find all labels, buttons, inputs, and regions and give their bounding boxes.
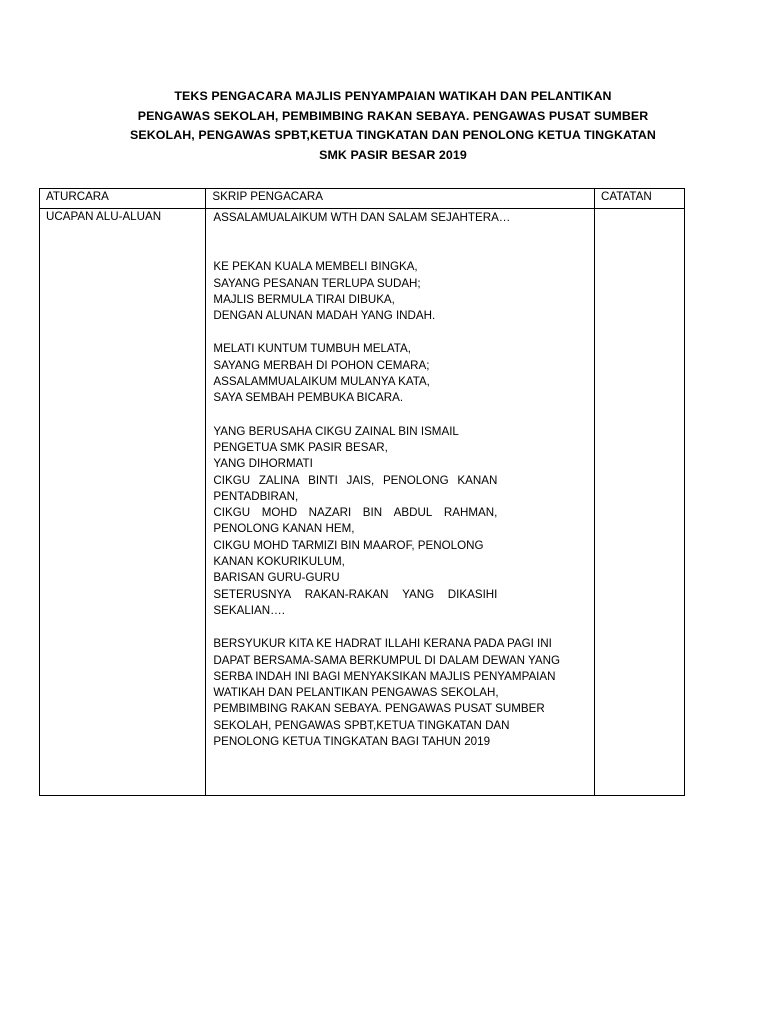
salutation-line-10: BARISAN GURU-GURU [213,571,340,585]
table-row [40,209,685,796]
greeting-line: ASSALAMUALAIKUM WTH DAN SALAM SEJAHTERA… [213,211,511,224]
cell-skrip-pengacara [206,209,595,796]
salutation-line-9: KANAN KOKURIKULUM, [213,555,345,569]
page-title [40,87,746,165]
pantun-2-line-1: MELATI KUNTUM TUMBUH MELATA, [213,342,411,356]
closing-line-2: DAPAT BERSAMA-SAMA BERKUMPUL DI DALAM DEWAN YANG [213,653,560,667]
salutation-line-11 [213,587,497,603]
salutation-line-8: CIKGU MOHD TARMIZI BIN MAAROF, PENOLONG [213,538,484,552]
pantun-1-line-1: KE PEKAN KUALA MEMBELI BINGKA, [213,260,418,274]
word: JAIS, [346,473,375,487]
pantun-2-line-3: ASSALAMMUALAIKUM MULANYA KATA, [213,375,430,389]
header-catatan: CATATAN [595,189,685,209]
salutation-line-7: PENOLONG KANAN HEM, [213,522,355,536]
word: ABDUL [393,506,433,520]
title-line-4: SMK PASIR BESAR 2019 [319,147,467,162]
salutation-line-1: YANG BERUSAHA CIKGU ZAINAL BIN ISMAIL [213,424,459,438]
word: CIKGU [213,473,251,487]
closing-line-3: SERBA INDAH INI BAGI MENYAKSIKAN MAJLIS PENYAMPAIAN [213,669,556,683]
word: PENOLONG [382,473,449,487]
pantun-1 [213,259,594,324]
word: MOHD [261,506,298,520]
salutation-line-5: PENTADBIRAN, [213,489,299,503]
pantun-1-line-2: SAYANG PESANAN TERLUPA SUDAH; [213,276,421,290]
pantun-2-line-4: SAYA SEMBAH PEMBUKA BICARA. [213,391,404,405]
salutation-line-4 [213,473,497,489]
salutation-line-6 [213,505,497,521]
title-line-3: SEKOLAH, PENGAWAS SPBT,KETUA TINGKATAN DAN PENOLONG KETUA TINGKATAN [130,128,656,142]
header-aturcara: ATURCARA [40,189,206,209]
closing-line-4: WATIKAH DAN PELANTIKAN PENGAWAS SEKOLAH, [213,686,499,700]
word: SETERUSNYA [213,587,292,601]
word: BINTI [308,473,338,487]
word: RAHMAN, [443,506,498,520]
closing-line-1: BERSYUKUR KITA KE HADRAT ILLAHI KERANA PADA PAGI INI [213,637,552,651]
pantun-2-line-2: SAYANG MERBAH DI POHON CEMARA; [213,358,430,372]
closing-line-6: SEKOLAH, PENGAWAS SPBT,KETUA TINGKATAN DAN [213,718,510,732]
header-skrip-pengacara: SKRIP PENGACARA [206,189,595,209]
pantun-1-line-3: MAJLIS BERMULA TIRAI DIBUKA, [213,292,395,306]
closing-line-5: PEMBIMBING RAKAN SEBAYA. PENGAWAS PUSAT SUMBER [213,702,545,716]
salutation [213,424,594,620]
pantun-1-line-4: DENGAN ALUNAN MADAH YANG INDAH. [213,309,436,323]
pantun-2 [213,341,594,406]
word: KANAN [457,473,498,487]
title-line-1: TEKS PENGACARA MAJLIS PENYAMPAIAN WATIKAH DAN PELANTIKAN [174,89,612,103]
salutation-line-12: SEKALIAN…. [213,603,285,617]
title-line-2: PENGAWAS SEKOLAH, PEMBIMBING RAKAN SEBAYA. PENGAWAS PUSAT SUMBER [137,108,649,123]
cell-aturcara: UCAPAN ALU-ALUAN [40,209,206,796]
word: YANG [402,587,435,601]
table-header-row [40,189,685,209]
salutation-line-2: PENGETUA SMK PASIR BESAR, [213,440,388,454]
word: NAZARI [308,506,352,520]
word: BIN [362,506,383,520]
word: DIKASIHI [447,587,498,601]
word: RAKAN-RAKAN [304,587,389,601]
script-text [212,209,594,750]
closing-paragraph [213,636,594,750]
word: CIKGU [213,506,251,520]
closing-line-7: PENOLONG KETUA TINGKATAN BAGI TAHUN 2019 [213,735,491,749]
word: ZALINA [258,473,300,487]
cell-catatan [595,209,685,796]
salutation-line-3: YANG DIHORMATI [213,457,313,471]
script-table [39,188,685,796]
